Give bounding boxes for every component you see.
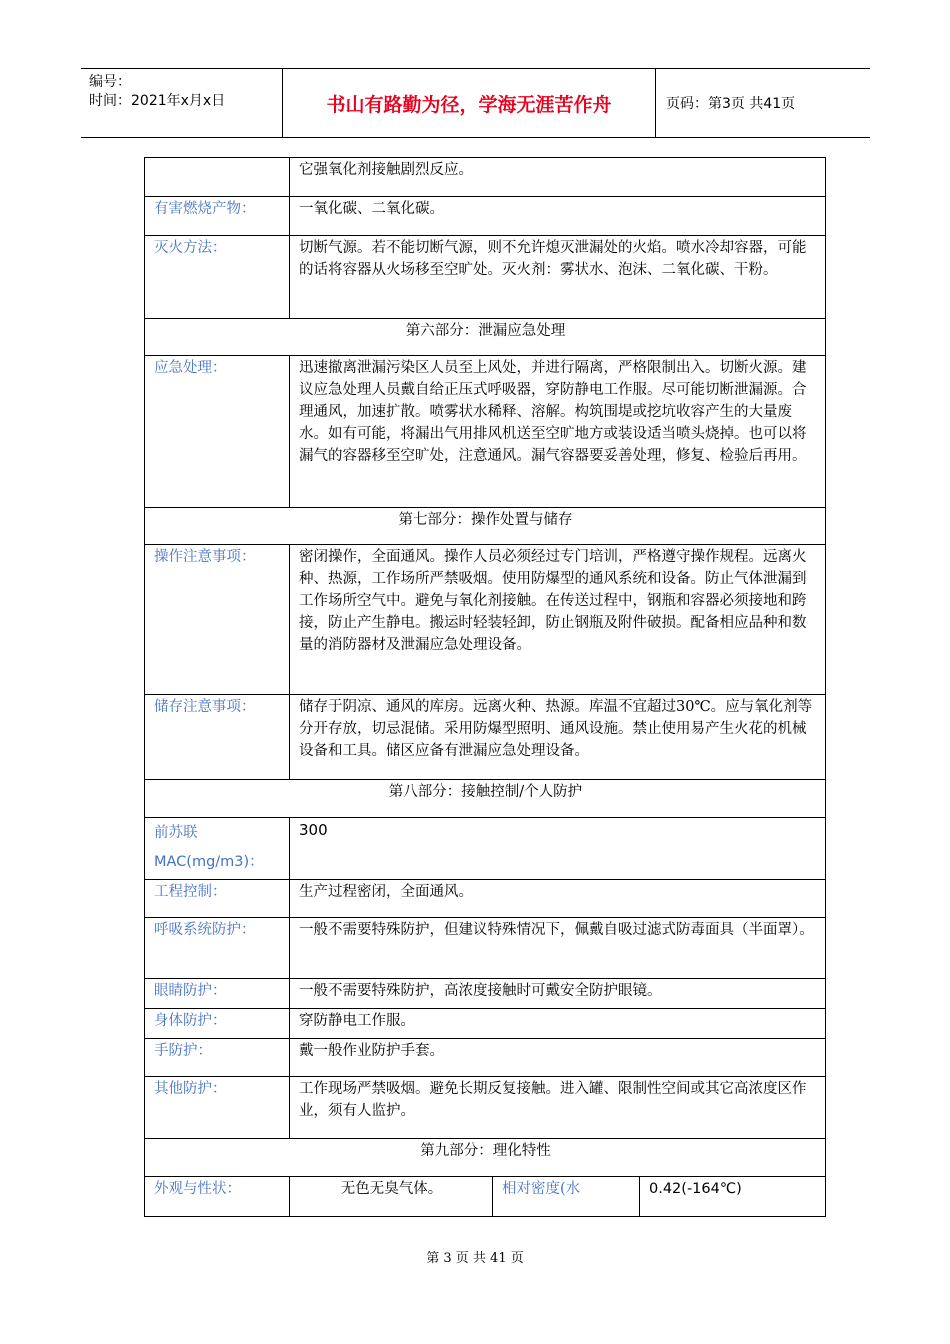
row-value: 一般不需要特殊防护，高浓度接触时可戴安全防护眼镜。 xyxy=(290,979,826,1009)
table-row xyxy=(145,356,826,508)
table-row xyxy=(145,979,826,1009)
row-value: 迅速撤离泄漏污染区人员至上风处，并进行隔离，严格限制出入。切断火源。建议应急处理人员戴自给正压式呼吸器，穿防静电工作服。尽可能切断泄漏源。合理通风，加速扩散。喷雾状水稀释、溶解。构筑围堤或挖坑收容产生的大量废水。如有可能，将漏出气用排风机送至空旷地方或装设适当喷头烧掉。也可以将漏气的容器移至空旷处，注意通风。漏气容器要妥善处理，修复、检验后再用。 xyxy=(290,356,826,508)
table-row xyxy=(145,1009,826,1039)
header-meta xyxy=(81,69,281,137)
row-label-line-2: MAC(mg/m3)： xyxy=(154,854,264,870)
section-heading: 第八部分：接触控制/个人防护 xyxy=(145,780,826,818)
row-label: 眼睛防护： xyxy=(145,979,290,1009)
row-value: 储存于阴凉、通风的库房。远离火种、热源。库温不宜超过30℃。应与氧化剂等分开存放，切忌混储。采用防爆型照明、通风设施。禁止使用易产生火花的机械设备和工具。储区应备有泄漏应急处理设备。 xyxy=(290,695,826,780)
row-value: 生产过程密闭，全面通风。 xyxy=(290,880,826,918)
row-value: 无色无臭气体。 xyxy=(290,1177,493,1217)
table-row xyxy=(145,158,826,197)
row-value: 一般不需要特殊防护，但建议特殊情况下，佩戴自吸过滤式防毒面具（半面罩）。 xyxy=(290,918,826,979)
msds-table xyxy=(144,157,826,1217)
section-heading-row xyxy=(145,319,826,356)
row-label xyxy=(145,818,290,880)
page-header xyxy=(81,68,870,138)
row-label: 手防护： xyxy=(145,1039,290,1077)
row-label: 有害燃烧产物： xyxy=(145,197,290,236)
row-label: 操作注意事项： xyxy=(145,545,290,695)
table-row xyxy=(145,695,826,780)
page-footer: 第 3 页 共 41 页 xyxy=(426,1251,524,1266)
row-value-secondary: 0.42(-164℃) xyxy=(640,1177,826,1217)
empty-label-cell xyxy=(145,158,290,197)
section-heading-row xyxy=(145,1139,826,1177)
row-value: 一氧化碳、二氧化碳。 xyxy=(290,197,826,236)
row-value: 工作现场严禁吸烟。避免长期反复接触。进入罐、限制性空间或其它高浓度区作业，须有人监护。 xyxy=(290,1077,826,1139)
section-heading: 第九部分：理化特性 xyxy=(145,1139,826,1177)
row-label: 工程控制： xyxy=(145,880,290,918)
row-label: 应急处理： xyxy=(145,356,290,508)
row-label-secondary: 相对密度(水 xyxy=(493,1177,640,1217)
row-label: 外观与性状： xyxy=(145,1177,290,1217)
table-row xyxy=(145,1039,826,1077)
row-value: 戴一般作业防护手套。 xyxy=(290,1039,826,1077)
header-motto: 书山有路勤为径，学海无涯苦作舟 xyxy=(282,69,656,137)
row-value: 穿防静电工作服。 xyxy=(290,1009,826,1039)
section-heading-row xyxy=(145,508,826,545)
row-label: 灭火方法： xyxy=(145,236,290,319)
section-heading-row xyxy=(145,780,826,818)
table-row xyxy=(145,1077,826,1139)
table-row xyxy=(145,880,826,918)
document-time-label: 时间：2021年x月x日 xyxy=(89,93,226,109)
row-label: 储存注意事项： xyxy=(145,695,290,780)
row-label: 呼吸系统防护： xyxy=(145,918,290,979)
table-row xyxy=(145,1177,826,1217)
row-label: 其他防护： xyxy=(145,1077,290,1139)
row-label-line-1: 前苏联 xyxy=(154,825,198,841)
table-row xyxy=(145,197,826,236)
row-value: 切断气源。若不能切断气源，则不允许熄灭泄漏处的火焰。喷水冷却容器，可能的话将容器从火场移至空旷处。灭火剂：雾状水、泡沫、二氧化碳、干粉。 xyxy=(290,236,826,319)
document-number-label: 编号： xyxy=(89,74,131,90)
header-page-number: 页码：第3页 共41页 xyxy=(666,96,796,112)
table-row xyxy=(145,236,826,319)
row-value: 密闭操作，全面通风。操作人员必须经过专门培训，严格遵守操作规程。远离火种、热源，工作场所严禁吸烟。使用防爆型的通风系统和设备。防止气体泄漏到工作场所空气中。避免与氧化剂接触。在传送过程中，钢瓶和容器必须接地和跨接，防止产生静电。搬运时轻装轻卸，防止钢瓶及附件破损。配备相应品种和数量的消防器材及泄漏应急处理设备。 xyxy=(290,545,826,695)
table-row xyxy=(145,818,826,880)
table-row xyxy=(145,918,826,979)
section-heading: 第七部分：操作处置与储存 xyxy=(145,508,826,545)
section-heading: 第六部分：泄漏应急处理 xyxy=(145,319,826,356)
row-value: 它强氧化剂接触剧烈反应。 xyxy=(290,158,826,197)
table-row xyxy=(145,545,826,695)
row-label: 身体防护： xyxy=(145,1009,290,1039)
row-value: 300 xyxy=(290,818,826,880)
